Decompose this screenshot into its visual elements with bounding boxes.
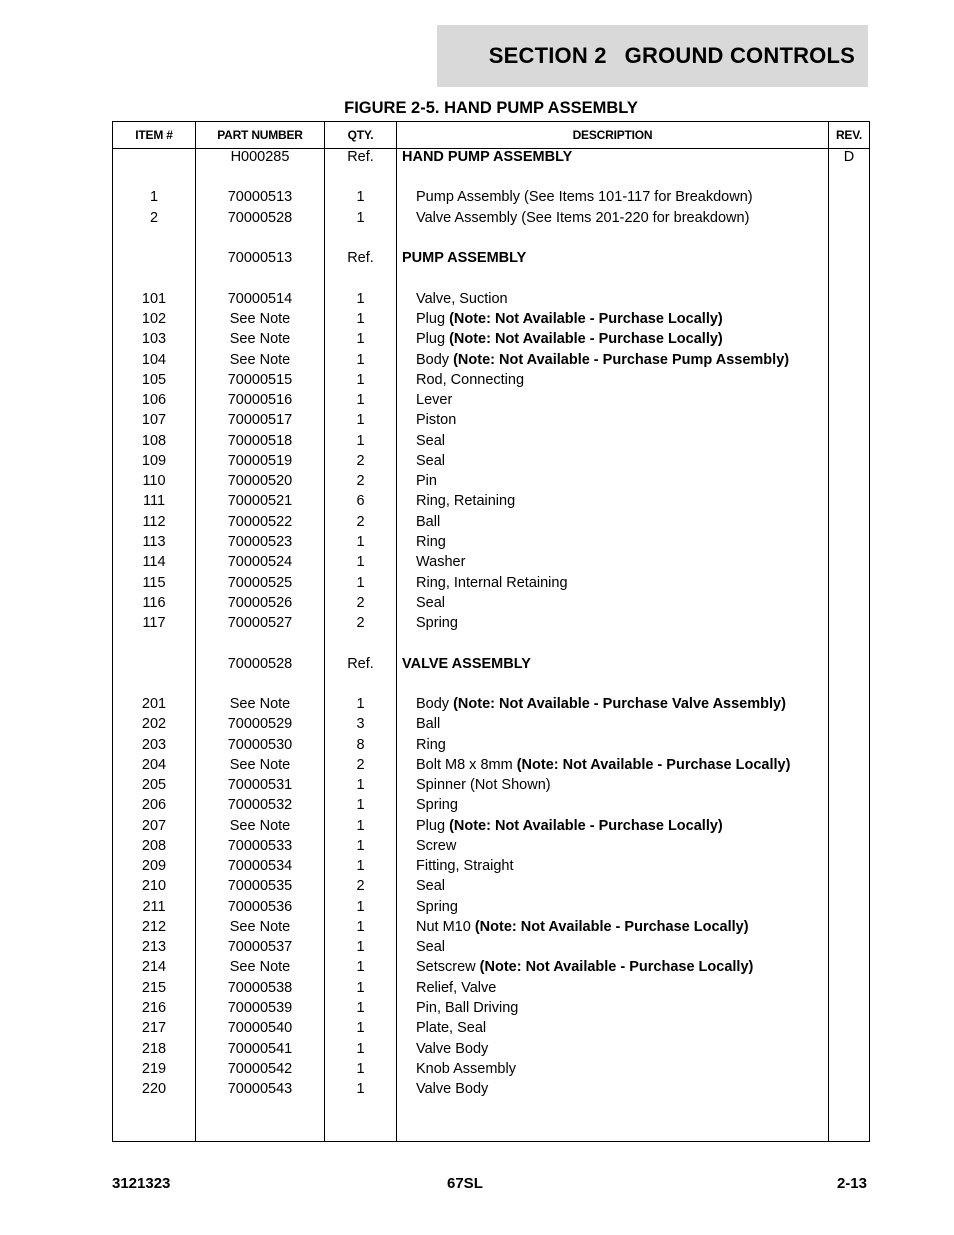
- item-number: 216: [141, 1000, 167, 1016]
- description: [416, 917, 840, 937]
- figure-title: FIGURE 2-5. HAND PUMP ASSEMBLY: [344, 99, 638, 117]
- quantity: 1: [356, 1000, 365, 1016]
- item-number: 102: [141, 311, 167, 327]
- description-text: Valve, Suction: [416, 291, 508, 307]
- table-row: [113, 187, 869, 207]
- item-number: 204: [141, 757, 167, 773]
- table-row: [113, 876, 869, 896]
- description-text: Ring: [416, 737, 446, 753]
- section-number: SECTION 2: [488, 43, 607, 68]
- quantity: 1: [356, 433, 365, 449]
- description-text: Ring, Retaining: [416, 493, 516, 509]
- item-number: 207: [141, 818, 167, 834]
- table-row: [113, 1079, 869, 1099]
- part-number: 70000520: [227, 473, 293, 489]
- quantity: Ref.: [347, 149, 374, 165]
- description-text: Seal: [416, 878, 446, 894]
- item-number: 116: [142, 595, 166, 611]
- quantity: 1: [356, 1041, 365, 1057]
- description: [416, 208, 840, 228]
- item-number: 203: [141, 737, 167, 753]
- description: [416, 876, 840, 896]
- footer-page-number: 2-13: [836, 1175, 867, 1192]
- quantity: 8: [356, 737, 365, 753]
- quantity: 1: [356, 899, 365, 915]
- description-note: (Note: Not Available - Purchase Locally): [516, 757, 791, 773]
- table-row: [113, 289, 869, 309]
- table-row: [113, 552, 869, 572]
- table-row: [113, 451, 869, 471]
- column-header-rev: REV.: [835, 128, 863, 142]
- part-number: 70000534: [227, 858, 293, 874]
- item-number: 113: [142, 534, 166, 550]
- description-text: Seal: [416, 595, 446, 611]
- part-number: 70000523: [227, 534, 293, 550]
- table-row: [113, 613, 869, 633]
- revision: D: [843, 149, 855, 165]
- part-number: See Note: [229, 696, 291, 712]
- item-number: 210: [141, 878, 167, 894]
- column-header-item: ITEM #: [135, 128, 173, 142]
- item-number: 2: [149, 210, 159, 226]
- description: [416, 714, 840, 734]
- part-number: 70000527: [227, 615, 293, 631]
- item-number: 104: [141, 352, 167, 368]
- part-number: 70000521: [227, 493, 293, 509]
- description-note: PUMP ASSEMBLY: [402, 250, 527, 266]
- part-number: 70000543: [227, 1081, 293, 1097]
- quantity: 1: [356, 980, 365, 996]
- description-text: Seal: [416, 939, 446, 955]
- item-number: 209: [141, 858, 167, 874]
- description-note: (Note: Not Available - Purchase Locally): [479, 959, 754, 975]
- parts-table: [112, 121, 870, 1142]
- description: [416, 552, 840, 572]
- table-row: [113, 836, 869, 856]
- description: [416, 856, 840, 876]
- quantity: 1: [356, 797, 365, 813]
- table-row: [113, 410, 869, 430]
- part-number: 70000540: [227, 1020, 293, 1036]
- table-row: [113, 998, 869, 1018]
- table-row: [113, 350, 869, 370]
- item-number: 112: [142, 514, 166, 530]
- table-row: [113, 957, 869, 977]
- description: [416, 593, 840, 613]
- table-row: [113, 593, 869, 613]
- item-number: 202: [141, 716, 167, 732]
- part-number: See Note: [229, 818, 291, 834]
- description: [416, 755, 840, 775]
- table-row: [113, 1059, 869, 1079]
- quantity: 1: [356, 818, 365, 834]
- description: [416, 573, 840, 593]
- description: [416, 937, 840, 957]
- part-number: See Note: [229, 757, 291, 773]
- description: [416, 350, 840, 370]
- description: [416, 491, 840, 511]
- quantity: 1: [356, 372, 365, 388]
- item-number: 220: [141, 1081, 167, 1097]
- part-number: 70000533: [227, 838, 293, 854]
- table-heading-row: [113, 654, 869, 674]
- description: [402, 147, 826, 167]
- part-number: H000285: [230, 149, 290, 165]
- part-number: 70000537: [227, 939, 293, 955]
- part-number: 70000513: [227, 250, 293, 266]
- quantity: 2: [356, 473, 365, 489]
- part-number: 70000524: [227, 554, 293, 570]
- section-banner: [437, 25, 868, 87]
- description: [416, 512, 840, 532]
- table-row: [113, 937, 869, 957]
- part-number: 70000525: [227, 575, 293, 591]
- description-note: (Note: Not Available - Purchase Locally): [449, 311, 723, 327]
- description-text: Relief, Valve: [416, 980, 497, 996]
- description: [416, 532, 840, 552]
- description-text: Ring, Internal Retaining: [416, 575, 568, 591]
- part-number: 70000528: [227, 210, 293, 226]
- description-text: Bolt M8 x 8mm: [416, 757, 517, 773]
- quantity: 2: [356, 453, 365, 469]
- item-number: 105: [141, 372, 167, 388]
- description: [416, 329, 840, 349]
- part-number: 70000538: [227, 980, 293, 996]
- description-text: Rod, Connecting: [416, 372, 525, 388]
- description-note: HAND PUMP ASSEMBLY: [402, 149, 573, 165]
- section-title: GROUND CONTROLS: [624, 43, 855, 68]
- item-number: 215: [141, 980, 167, 996]
- item-number: 201: [141, 696, 167, 712]
- description: [416, 735, 840, 755]
- quantity: 1: [356, 939, 365, 955]
- column-header-qty: QTY.: [347, 128, 374, 142]
- table-row: [113, 714, 869, 734]
- item-number: 218: [141, 1041, 167, 1057]
- part-number: 70000531: [227, 777, 293, 793]
- quantity: 1: [356, 858, 365, 874]
- table-heading-row: [113, 147, 869, 167]
- quantity: 1: [356, 696, 365, 712]
- description: [416, 471, 840, 491]
- part-number: 70000529: [227, 716, 293, 732]
- footer-document-number: 3121323: [112, 1175, 171, 1192]
- description: [416, 451, 840, 471]
- table-row: [113, 978, 869, 998]
- quantity: 1: [356, 210, 365, 226]
- table-row: [113, 1018, 869, 1038]
- part-number: 70000530: [227, 737, 293, 753]
- description-text: Plug: [416, 311, 450, 327]
- description-note: (Note: Not Available - Purchase Pump Assembly): [453, 352, 790, 368]
- description-text: Plate, Seal: [416, 1020, 487, 1036]
- table-row: [113, 208, 869, 228]
- quantity: 1: [356, 554, 365, 570]
- description: [416, 431, 840, 451]
- description: [416, 370, 840, 390]
- quantity: 1: [356, 189, 365, 205]
- description-text: Pump Assembly (See Items 101-117 for Breakdown): [416, 189, 753, 205]
- description: [416, 795, 840, 815]
- description-text: Knob Assembly: [416, 1061, 516, 1077]
- description-text: Ring: [416, 534, 446, 550]
- table-row: [113, 491, 869, 511]
- item-number: 206: [141, 797, 167, 813]
- item-number: 213: [141, 939, 167, 955]
- table-row: [113, 532, 869, 552]
- part-number: 70000517: [227, 412, 293, 428]
- part-number: See Note: [229, 919, 291, 935]
- part-number: 70000513: [227, 189, 293, 205]
- description: [402, 654, 826, 674]
- item-number: 114: [142, 554, 166, 570]
- description-text: Lever: [416, 392, 453, 408]
- table-row: [113, 1039, 869, 1059]
- quantity: 2: [356, 514, 365, 530]
- quantity: 1: [356, 534, 365, 550]
- item-number: 115: [142, 575, 166, 591]
- description-text: Seal: [416, 433, 446, 449]
- part-number: 70000519: [227, 453, 293, 469]
- item-number: 217: [141, 1020, 167, 1036]
- quantity: 1: [356, 919, 365, 935]
- description: [416, 897, 840, 917]
- quantity: 1: [356, 1020, 365, 1036]
- table-row: [113, 735, 869, 755]
- item-number: 211: [142, 899, 166, 915]
- part-number: See Note: [229, 331, 291, 347]
- quantity: 2: [356, 757, 365, 773]
- quantity: 1: [356, 392, 365, 408]
- description: [416, 187, 840, 207]
- description: [416, 289, 840, 309]
- quantity: Ref.: [347, 250, 374, 266]
- item-number: 205: [141, 777, 167, 793]
- item-number: 111: [142, 493, 166, 509]
- description: [416, 816, 840, 836]
- description-text: Spinner (Not Shown): [416, 777, 551, 793]
- table-heading-row: [113, 248, 869, 268]
- description-note: (Note: Not Available - Purchase Locally): [449, 331, 723, 347]
- description-text: Body: [416, 696, 454, 712]
- description: [402, 248, 826, 268]
- description: [416, 998, 840, 1018]
- description-text: Nut M10: [416, 919, 475, 935]
- table-row: [113, 856, 869, 876]
- part-number: 70000516: [227, 392, 293, 408]
- item-number: 219: [141, 1061, 167, 1077]
- description-note: (Note: Not Available - Purchase Locally): [474, 919, 749, 935]
- part-number: 70000514: [227, 291, 293, 307]
- quantity: 1: [356, 1061, 365, 1077]
- description: [416, 957, 840, 977]
- quantity: Ref.: [347, 656, 374, 672]
- column-header-description: DESCRIPTION: [572, 128, 653, 142]
- table-row: [113, 431, 869, 451]
- quantity: 2: [356, 595, 365, 611]
- description-text: Pin: [416, 473, 437, 489]
- quantity: 1: [356, 777, 365, 793]
- description-text: Screw: [416, 838, 457, 854]
- table-row: [113, 755, 869, 775]
- table-row: [113, 329, 869, 349]
- part-number: 70000518: [227, 433, 293, 449]
- description: [416, 309, 840, 329]
- quantity: 1: [356, 1081, 365, 1097]
- part-number: 70000515: [227, 372, 293, 388]
- item-number: 107: [141, 412, 167, 428]
- description: [416, 1079, 840, 1099]
- table-row: [113, 512, 869, 532]
- part-number: See Note: [229, 959, 291, 975]
- description-note: (Note: Not Available - Purchase Locally): [449, 818, 723, 834]
- item-number: 106: [141, 392, 167, 408]
- table-row: [113, 775, 869, 795]
- description-note: (Note: Not Available - Purchase Valve Assembly): [453, 696, 786, 712]
- item-number: 103: [141, 331, 167, 347]
- description-text: Spring: [416, 615, 458, 631]
- item-number: 208: [141, 838, 167, 854]
- item-number: 117: [142, 615, 166, 631]
- description: [416, 390, 840, 410]
- part-number: See Note: [229, 352, 291, 368]
- part-number: 70000542: [227, 1061, 293, 1077]
- description-text: Seal: [416, 453, 446, 469]
- description-text: Setscrew: [416, 959, 480, 975]
- table-row: [113, 370, 869, 390]
- description-text: Valve Assembly (See Items 201-220 for breakdown): [416, 210, 750, 226]
- table-row: [113, 471, 869, 491]
- table-row: [113, 816, 869, 836]
- description-text: Fitting, Straight: [416, 858, 514, 874]
- quantity: 6: [356, 493, 365, 509]
- description: [416, 410, 840, 430]
- description-text: Washer: [416, 554, 466, 570]
- quantity: 1: [356, 412, 365, 428]
- part-number: 70000526: [227, 595, 293, 611]
- description-text: Ball: [416, 514, 441, 530]
- description: [416, 1018, 840, 1038]
- item-number: 110: [142, 473, 166, 489]
- item-number: 212: [141, 919, 167, 935]
- table-row: [113, 795, 869, 815]
- quantity: 1: [356, 331, 365, 347]
- quantity: 2: [356, 878, 365, 894]
- item-number: 101: [141, 291, 167, 307]
- description: [416, 1039, 840, 1059]
- quantity: 1: [356, 959, 365, 975]
- part-number: 70000532: [227, 797, 293, 813]
- item-number: 1: [149, 189, 159, 205]
- description-text: Valve Body: [416, 1081, 489, 1097]
- quantity: 1: [356, 838, 365, 854]
- part-number: 70000528: [227, 656, 293, 672]
- description-text: Body: [416, 352, 454, 368]
- part-number: 70000539: [227, 1000, 293, 1016]
- table-row: [113, 694, 869, 714]
- description-note: VALVE ASSEMBLY: [402, 656, 531, 672]
- description: [416, 694, 840, 714]
- description-text: Pin, Ball Driving: [416, 1000, 519, 1016]
- description-text: Valve Body: [416, 1041, 489, 1057]
- table-row: [113, 573, 869, 593]
- quantity: 1: [356, 311, 365, 327]
- table-row: [113, 309, 869, 329]
- part-number: See Note: [229, 311, 291, 327]
- column-header-part-number: PART NUMBER: [217, 128, 303, 142]
- description: [416, 836, 840, 856]
- part-number: 70000541: [227, 1041, 293, 1057]
- description-text: Plug: [416, 331, 450, 347]
- part-number: 70000522: [227, 514, 293, 530]
- item-number: 108: [141, 433, 167, 449]
- table-row: [113, 897, 869, 917]
- quantity: 2: [356, 615, 365, 631]
- description: [416, 1059, 840, 1079]
- description-text: Spring: [416, 899, 458, 915]
- item-number: 109: [141, 453, 167, 469]
- quantity: 1: [356, 291, 365, 307]
- item-number: 214: [141, 959, 167, 975]
- description-text: Piston: [416, 412, 457, 428]
- table-row: [113, 917, 869, 937]
- description-text: Plug: [416, 818, 450, 834]
- description: [416, 978, 840, 998]
- quantity: 3: [356, 716, 365, 732]
- description-text: Ball: [416, 716, 441, 732]
- description: [416, 613, 840, 633]
- part-number: 70000535: [227, 878, 293, 894]
- table-row: [113, 390, 869, 410]
- part-number: 70000536: [227, 899, 293, 915]
- footer-model: 67SL: [447, 1175, 483, 1192]
- quantity: 1: [356, 575, 365, 591]
- quantity: 1: [356, 352, 365, 368]
- description: [416, 775, 840, 795]
- description-text: Spring: [416, 797, 458, 813]
